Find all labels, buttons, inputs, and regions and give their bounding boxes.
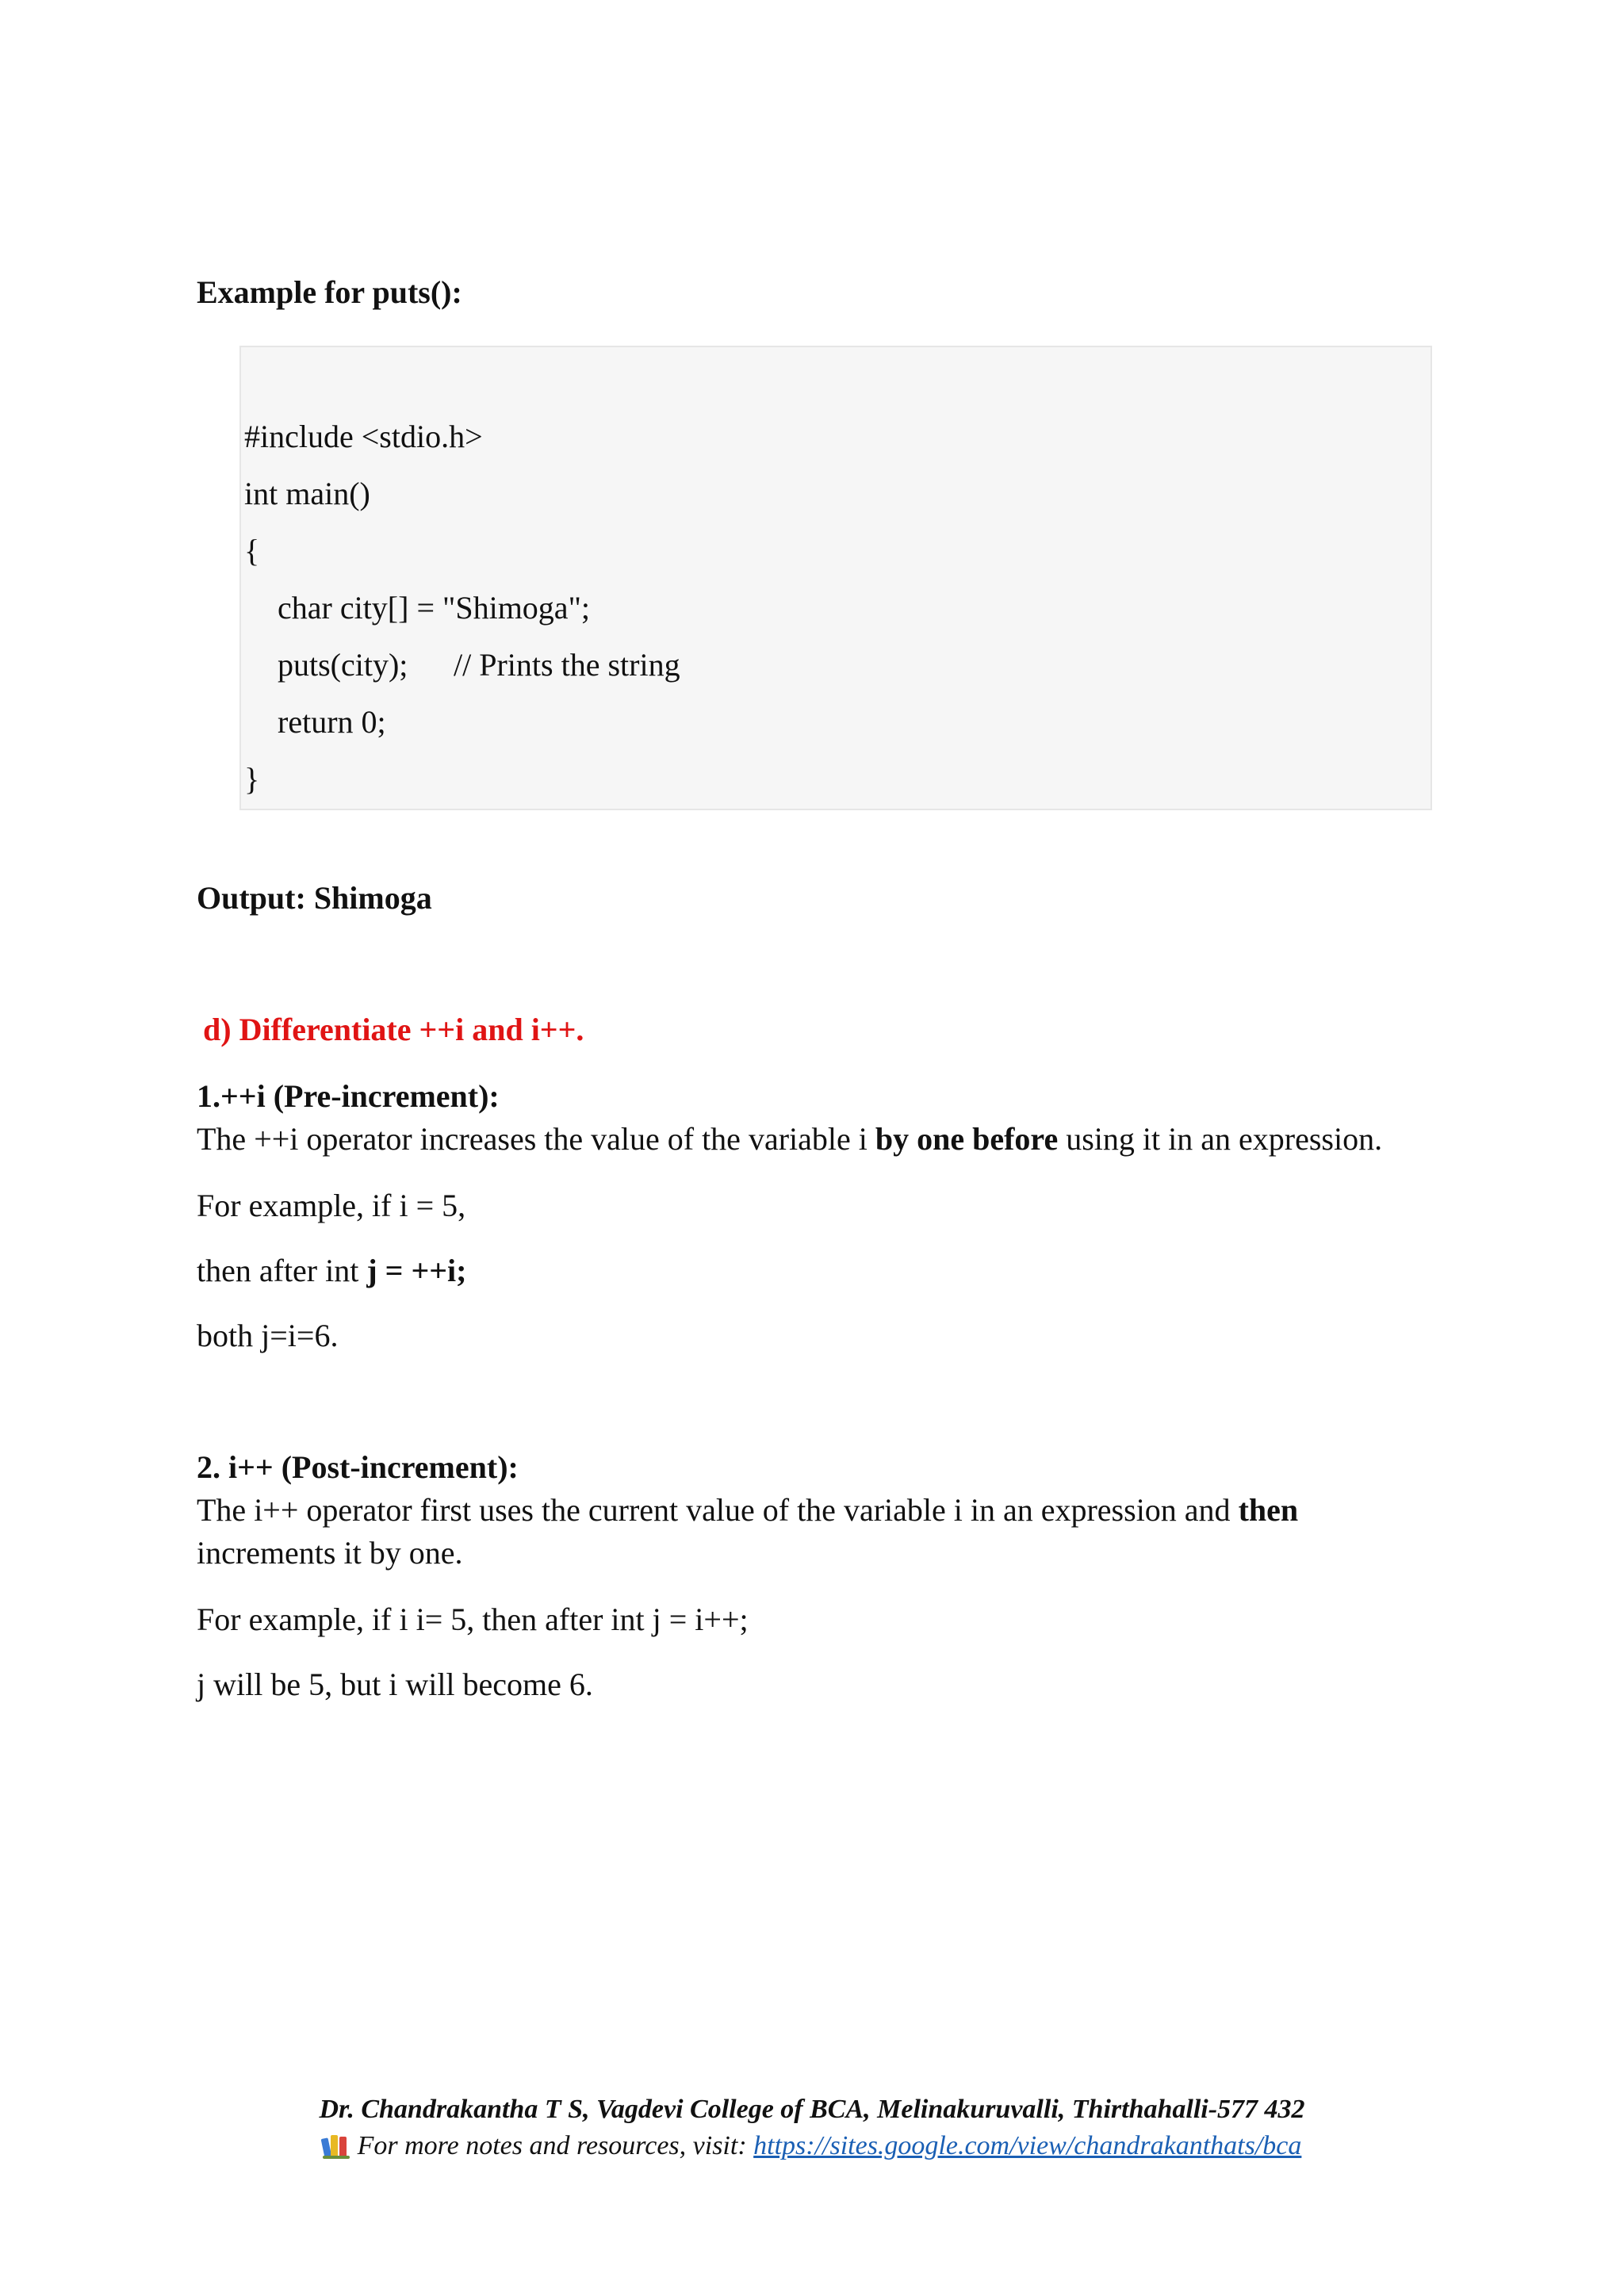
pre-increment-description: The ++i operator increases the value of the variable i by one before using it in an expression.	[197, 1121, 1383, 1157]
pre-increment-example: then after int j = ++i;	[197, 1253, 467, 1288]
code-line: char city[] = "Shimoga";	[278, 590, 591, 626]
question-title: d) Differentiate ++i and i++.	[203, 1012, 584, 1047]
code-comment: // Prints the string	[454, 647, 680, 683]
resources-link[interactable]: https://sites.google.com/view/chandrakanthats/bca	[753, 2131, 1302, 2160]
code-line: }	[244, 761, 260, 797]
code-line: {	[244, 533, 260, 568]
books-icon	[323, 2133, 350, 2157]
pre-increment-result: both j=i=6.	[197, 1318, 339, 1353]
post-increment-result: j will be 5, but i will become 6.	[197, 1667, 593, 1702]
post-increment-description: The i++ operator first uses the current value of the variable i in an expression and then	[197, 1492, 1299, 1528]
puts-example-heading: Example for puts():	[197, 274, 462, 310]
code-line: puts(city);	[278, 647, 408, 683]
footer-author: Dr. Chandrakantha T S, Vagdevi College of BCA, Melinakuruvalli, Thirthahalli-577 432	[319, 2095, 1305, 2124]
post-increment-description: increments it by one.	[197, 1535, 463, 1571]
post-increment-example: For example, if i i= 5, then after int j = i++;	[197, 1601, 749, 1637]
output-text: Output: Shimoga	[197, 880, 432, 916]
code-line: int main()	[244, 476, 370, 511]
pre-increment-example: For example, if i = 5,	[197, 1188, 466, 1223]
code-line: return 0;	[278, 704, 386, 740]
post-increment-heading: 2. i++ (Post-increment):	[197, 1449, 519, 1485]
pre-increment-heading: 1.++i (Pre-increment):	[197, 1078, 500, 1114]
code-line: #include <stdio.h>	[244, 419, 483, 454]
footer-resources: For more notes and resources, visit: https://sites.google.com/view/chandrakanthats/bca	[0, 2128, 1624, 2164]
